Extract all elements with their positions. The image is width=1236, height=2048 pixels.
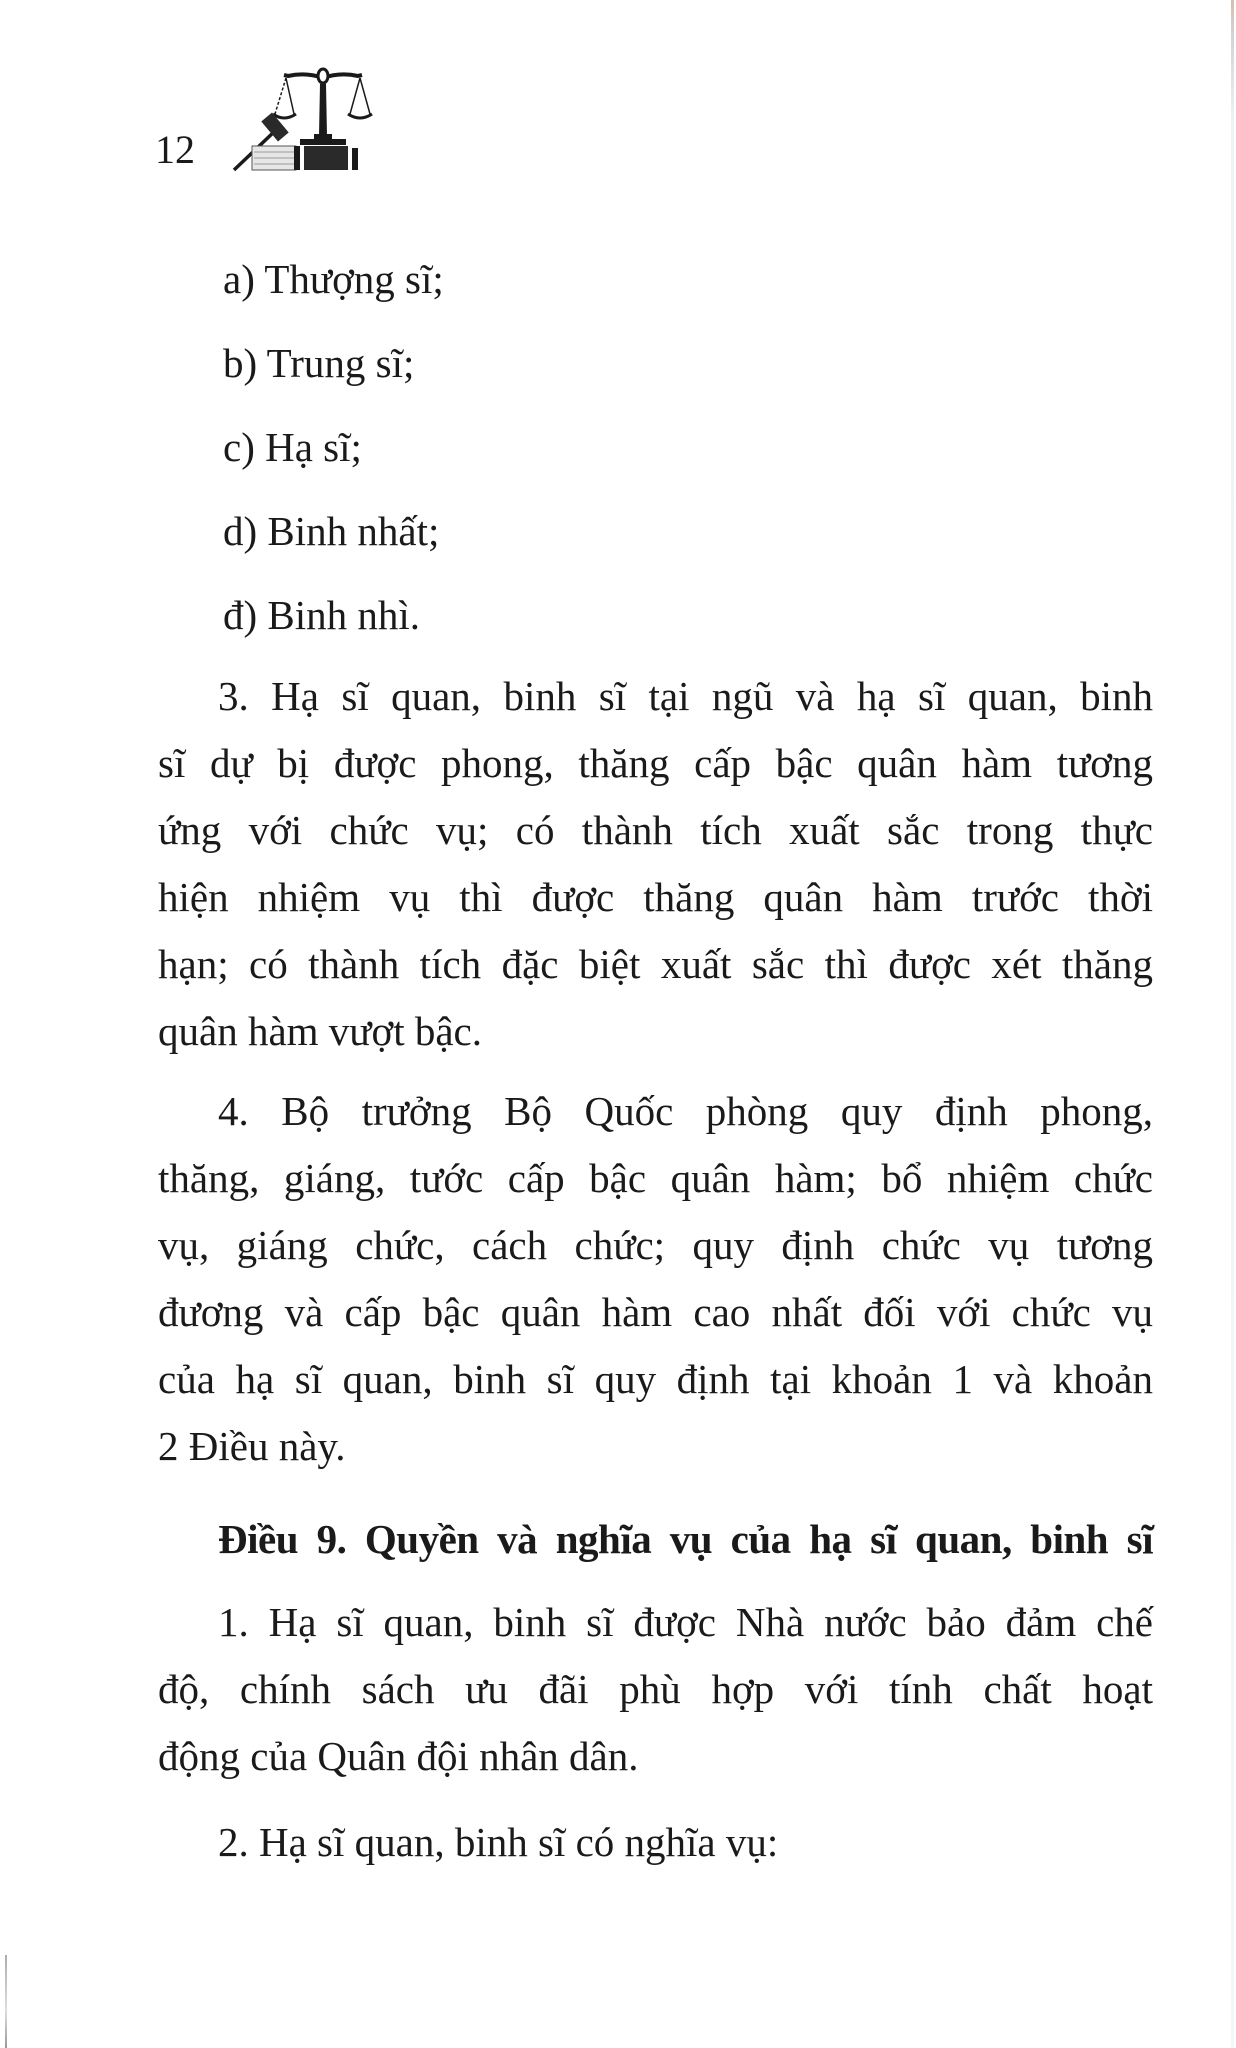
paragraph-line: 3. Hạ sĩ quan, binh sĩ tại ngũ và hạ sĩ quan, binh <box>218 673 1153 719</box>
article-9-heading: Điều 9. Quyền và nghĩa vụ của hạ sĩ quan, binh sĩ <box>218 1516 1153 1562</box>
list-item: đ) Binh nhì. <box>223 592 421 638</box>
page-edge-left-mark <box>5 1955 7 2048</box>
paragraph-line: độ, chính sách ưu đãi phù hợp với tính chất hoạt <box>158 1666 1153 1712</box>
paragraph-line: hiện nhiệm vụ thì được thăng quân hàm trước thời <box>158 874 1153 920</box>
page-number: 12 <box>155 127 195 172</box>
paragraph-line: 4. Bộ trưởng Bộ Quốc phòng quy định phong, <box>218 1088 1153 1134</box>
paragraph-line: đương và cấp bậc quân hàm cao nhất đối với chức vụ <box>158 1289 1153 1335</box>
page-header <box>155 66 455 176</box>
paragraph-line: 2. Hạ sĩ quan, binh sĩ có nghĩa vụ: <box>218 1819 779 1865</box>
scales-of-justice-gavel-icon <box>230 66 410 174</box>
page-edge-right <box>1231 0 1234 2048</box>
paragraph-line: động của Quân đội nhân dân. <box>158 1733 639 1779</box>
paragraph-line: 2 Điều này. <box>158 1423 346 1469</box>
paragraph-line: sĩ dự bị được phong, thăng cấp bậc quân hàm tương <box>158 740 1153 786</box>
paragraph-line: của hạ sĩ quan, binh sĩ quy định tại khoản 1 và khoản <box>158 1356 1153 1402</box>
list-item: d) Binh nhất; <box>223 508 440 554</box>
paragraph-line: ứng với chức vụ; có thành tích xuất sắc trong thực <box>158 807 1153 853</box>
list-item: b) Trung sĩ; <box>223 340 415 386</box>
list-item: a) Thượng sĩ; <box>223 256 444 302</box>
paragraph-line: 1. Hạ sĩ quan, binh sĩ được Nhà nước bảo đảm chế <box>218 1599 1153 1645</box>
paragraph-line: thăng, giáng, tước cấp bậc quân hàm; bổ nhiệm chức <box>158 1155 1153 1201</box>
paragraph-line: hạn; có thành tích đặc biệt xuất sắc thì được xét thăng <box>158 941 1153 987</box>
list-item: c) Hạ sĩ; <box>223 424 362 470</box>
paragraph-line: vụ, giáng chức, cách chức; quy định chức vụ tương <box>158 1222 1153 1268</box>
paragraph-line: quân hàm vượt bậc. <box>158 1008 482 1054</box>
